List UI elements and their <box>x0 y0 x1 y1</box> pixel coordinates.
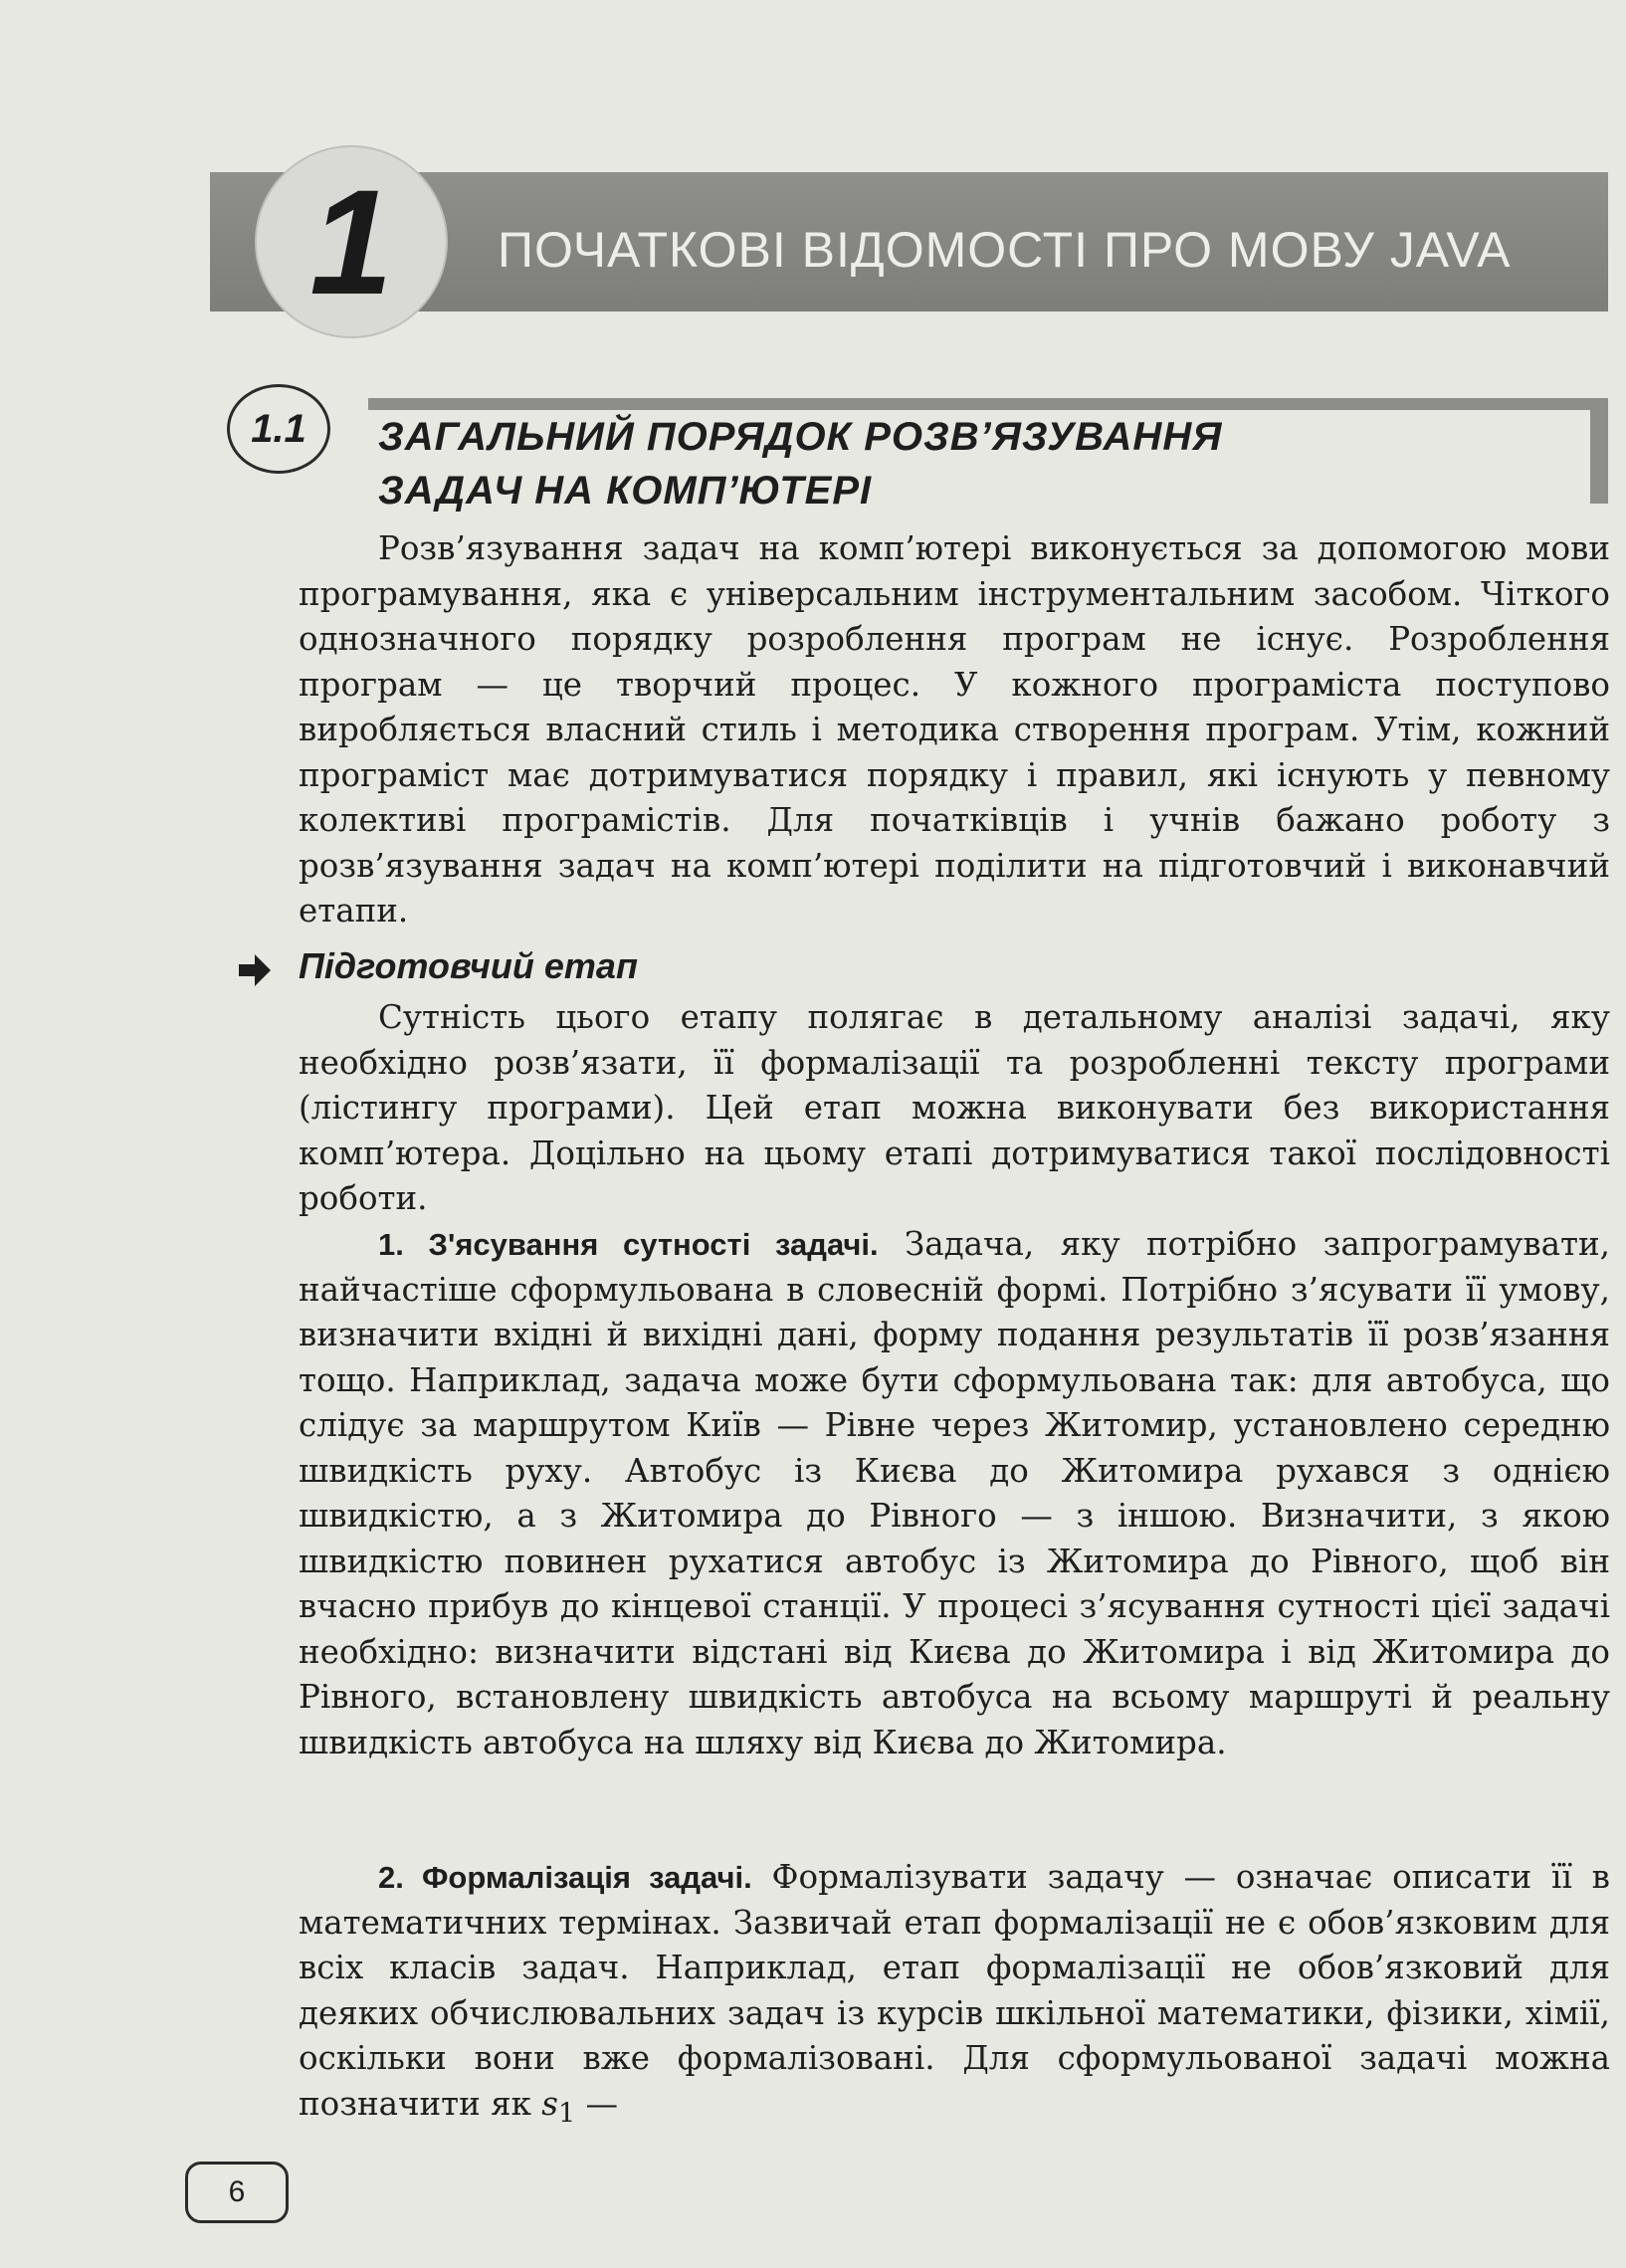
subsection-title: Підготовчий етап <box>299 945 638 986</box>
section-number: 1.1 <box>251 406 306 451</box>
arrow-right-icon <box>237 950 273 990</box>
section-title <box>378 410 1473 517</box>
variable-subscript: 1 <box>557 2098 576 2129</box>
section-header-rule-right <box>1590 398 1608 504</box>
step-1-label: 1. З'ясування сутності задачі. <box>378 1227 879 1262</box>
step-2-label: 2. Формалізація задачі. <box>378 1860 752 1895</box>
subsection-paragraph: Сутність цього етапу полягає в детальному аналізі задачі, яку необхідно розв’язати, її формалізації та розробленні тексту програми (лістингу програми). Цей етап можна виконувати без використання комп’ютера. Доцільно на цьому етапі дотримуватися такої послідовності роботи. <box>299 998 1610 1217</box>
step-2-tail: — <box>575 2084 619 2123</box>
step-1-text: Задача, яку потрібно запрограмувати, найчастіше сформульована в словесній формі. Потрібно з’ясувати її умову, визначити вхідні й вихідні дані, форму подання результатів її розв’язання тощо. Наприклад, задача може бути сформульована так: для автобуса, що слідує за маршрутом Київ — Рівне через Житомир, установлено середню швидкість руху. Автобус із Києва до Житомира рухався з однією швидкістю, а з Житомира до Рівного — з іншою. Визначити, з якою швидкістю повинен рухатися автобус із Житомира до Рівного, щоб він вчасно прибув до кінцевої станції. У процесі з’ясування сутності цієї задачі необхідно: визначити відстані від Києва до Житомира і від Житомира до Рівного, встановлену швидкість автобуса на всьому маршруті й реальну швидкість автобуса на шляху від Києва до Житомира. <box>299 1225 1610 1761</box>
step-2-text: Формалізувати задачу — означає описати її в математичних термінах. Зазвичай етап формалізації не є обов’язковим для всіх класів задач. Наприклад, етап формалізації не обов’язковий для деяких обчислювальних задач із курсів шкільної математики, фізики, хімії, оскільки вони вже формалізовані. Для сформульованої задачі можна позначити як <box>299 1858 1610 2123</box>
step-1-paragraph <box>299 1222 1610 1765</box>
chapter-title: ПОЧАТКОВІ ВІДОМОСТІ ПРО МОВУ JAVA <box>498 222 1512 278</box>
step-2-paragraph <box>299 1855 1610 2137</box>
chapter-number: 1 <box>309 158 393 325</box>
section-number-badge <box>227 384 330 474</box>
chapter-number-badge <box>257 147 446 336</box>
section-header-rule <box>368 398 1608 410</box>
variable-symbol: s <box>541 2084 558 2123</box>
intro-paragraph: Розв’язування задач на комп’ютері виконується за допомогою мови програмування, яка є універсальним інструментальним засобом. Чіткого однозначного порядку розроблення програм не існує. Розроблення програм — це творчий процес. У кожного програміста поступово виробляється власний стиль і методика створення програм. Утім, кожний програміст має дотримуватися порядку і правил, які існують у певному колективі програмістів. Для початківців і учнів бажано роботу з розв’язування задач на комп’ютері поділити на підготовчий і виконавчий етапи. <box>299 529 1610 929</box>
page-number: 6 <box>185 2162 289 2223</box>
section-title-line-1: ЗАГАЛЬНИЙ ПОРЯДОК РОЗВ’ЯЗУВАННЯ <box>378 415 1223 459</box>
section-title-line-2: ЗАДАЧ НА КОМП’ЮТЕРІ <box>378 469 873 513</box>
